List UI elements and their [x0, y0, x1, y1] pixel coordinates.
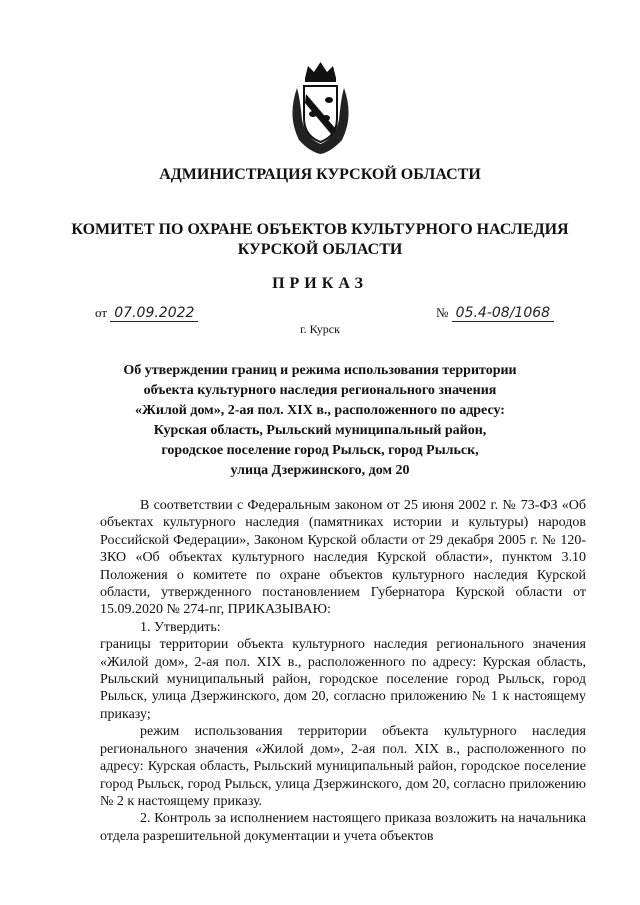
- subject-line: Курская область, Рыльский муниципальный район,: [153, 423, 487, 438]
- document-type: ПРИКАЗ: [272, 275, 368, 292]
- order-body: [100, 497, 586, 845]
- city-label: г. Курск: [300, 322, 340, 336]
- date-value: 07.09.2022: [110, 305, 198, 322]
- coat-of-arms-icon: [283, 58, 358, 158]
- order-number: [436, 305, 554, 322]
- subject-line: улица Дзержинского, дом 20: [230, 463, 410, 478]
- subject-line: объекта культурного наследия регионального значения: [143, 383, 497, 398]
- body-paragraph: границы территории объекта культурного наследия регионального значения «Жилой дом», 2-ая пол. XIX в., расположенного по адресу: Курская область, Рыльский муниципальный район, городское поселение город Рыльск, город Рыльск, улица Дзержинского, дом 20, согласно приложению № 1 к настоящему приказу;: [100, 637, 586, 722]
- subject-line: Об утверждении границ и режима использования территории: [123, 363, 517, 378]
- administration-title: АДМИНИСТРАЦИЯ КУРСКОЙ ОБЛАСТИ: [159, 166, 481, 183]
- order-subject: [0, 361, 640, 481]
- body-paragraph: режим использования территории объекта культурного наследия регионального значения «Жилой дом», 2-ая пол. XIX в., расположенного по адресу: Курская область, Рыльский муниципальный район, городское поселение город Рыльск, город Рыльск, улица Дзержинского, дом 20, согласно приложению № 2 к настоящему приказу.: [100, 724, 586, 809]
- body-paragraph: В соответствии с Федеральным законом от 25 июня 2002 г. № 73-ФЗ «Об объектах культурного наследия (памятниках истории и культуры) народов Российской Федерации», Законом Курской области от 29 декабря 2005 г. № 120-ЗКО «Об объектах культурного наследия Курской области», пунктом 3.10 Положения о комитете по охране объектов культурного наследия Курской области, утвержденного постановлением Губернатора Курской области от 15.09.2020 № 274-пг, ПРИКАЗЫВАЮ:: [100, 498, 586, 618]
- committee-title-line1: КОМИТЕТ ПО ОХРАНЕ ОБЪЕКТОВ КУЛЬТУРНОГО НАСЛЕДИЯ: [71, 221, 569, 238]
- number-value: 05.4-08/1068: [452, 305, 554, 322]
- subject-line: городское поселение город Рыльск, город Рыльск,: [161, 443, 479, 458]
- committee-title: [0, 220, 640, 260]
- number-prefix: №: [436, 305, 449, 320]
- committee-title-line2: КУРСКОЙ ОБЛАСТИ: [237, 241, 403, 258]
- body-paragraph: 2. Контроль за исполнением настоящего приказа возложить на начальника отдела разрешительной документации и учета объектов: [100, 811, 586, 844]
- order-date: [95, 305, 198, 322]
- date-prefix: от: [95, 305, 108, 320]
- subject-line: «Жилой дом», 2-ая пол. XIX в., расположенного по адресу:: [135, 403, 505, 418]
- body-paragraph: 1. Утвердить:: [140, 619, 221, 635]
